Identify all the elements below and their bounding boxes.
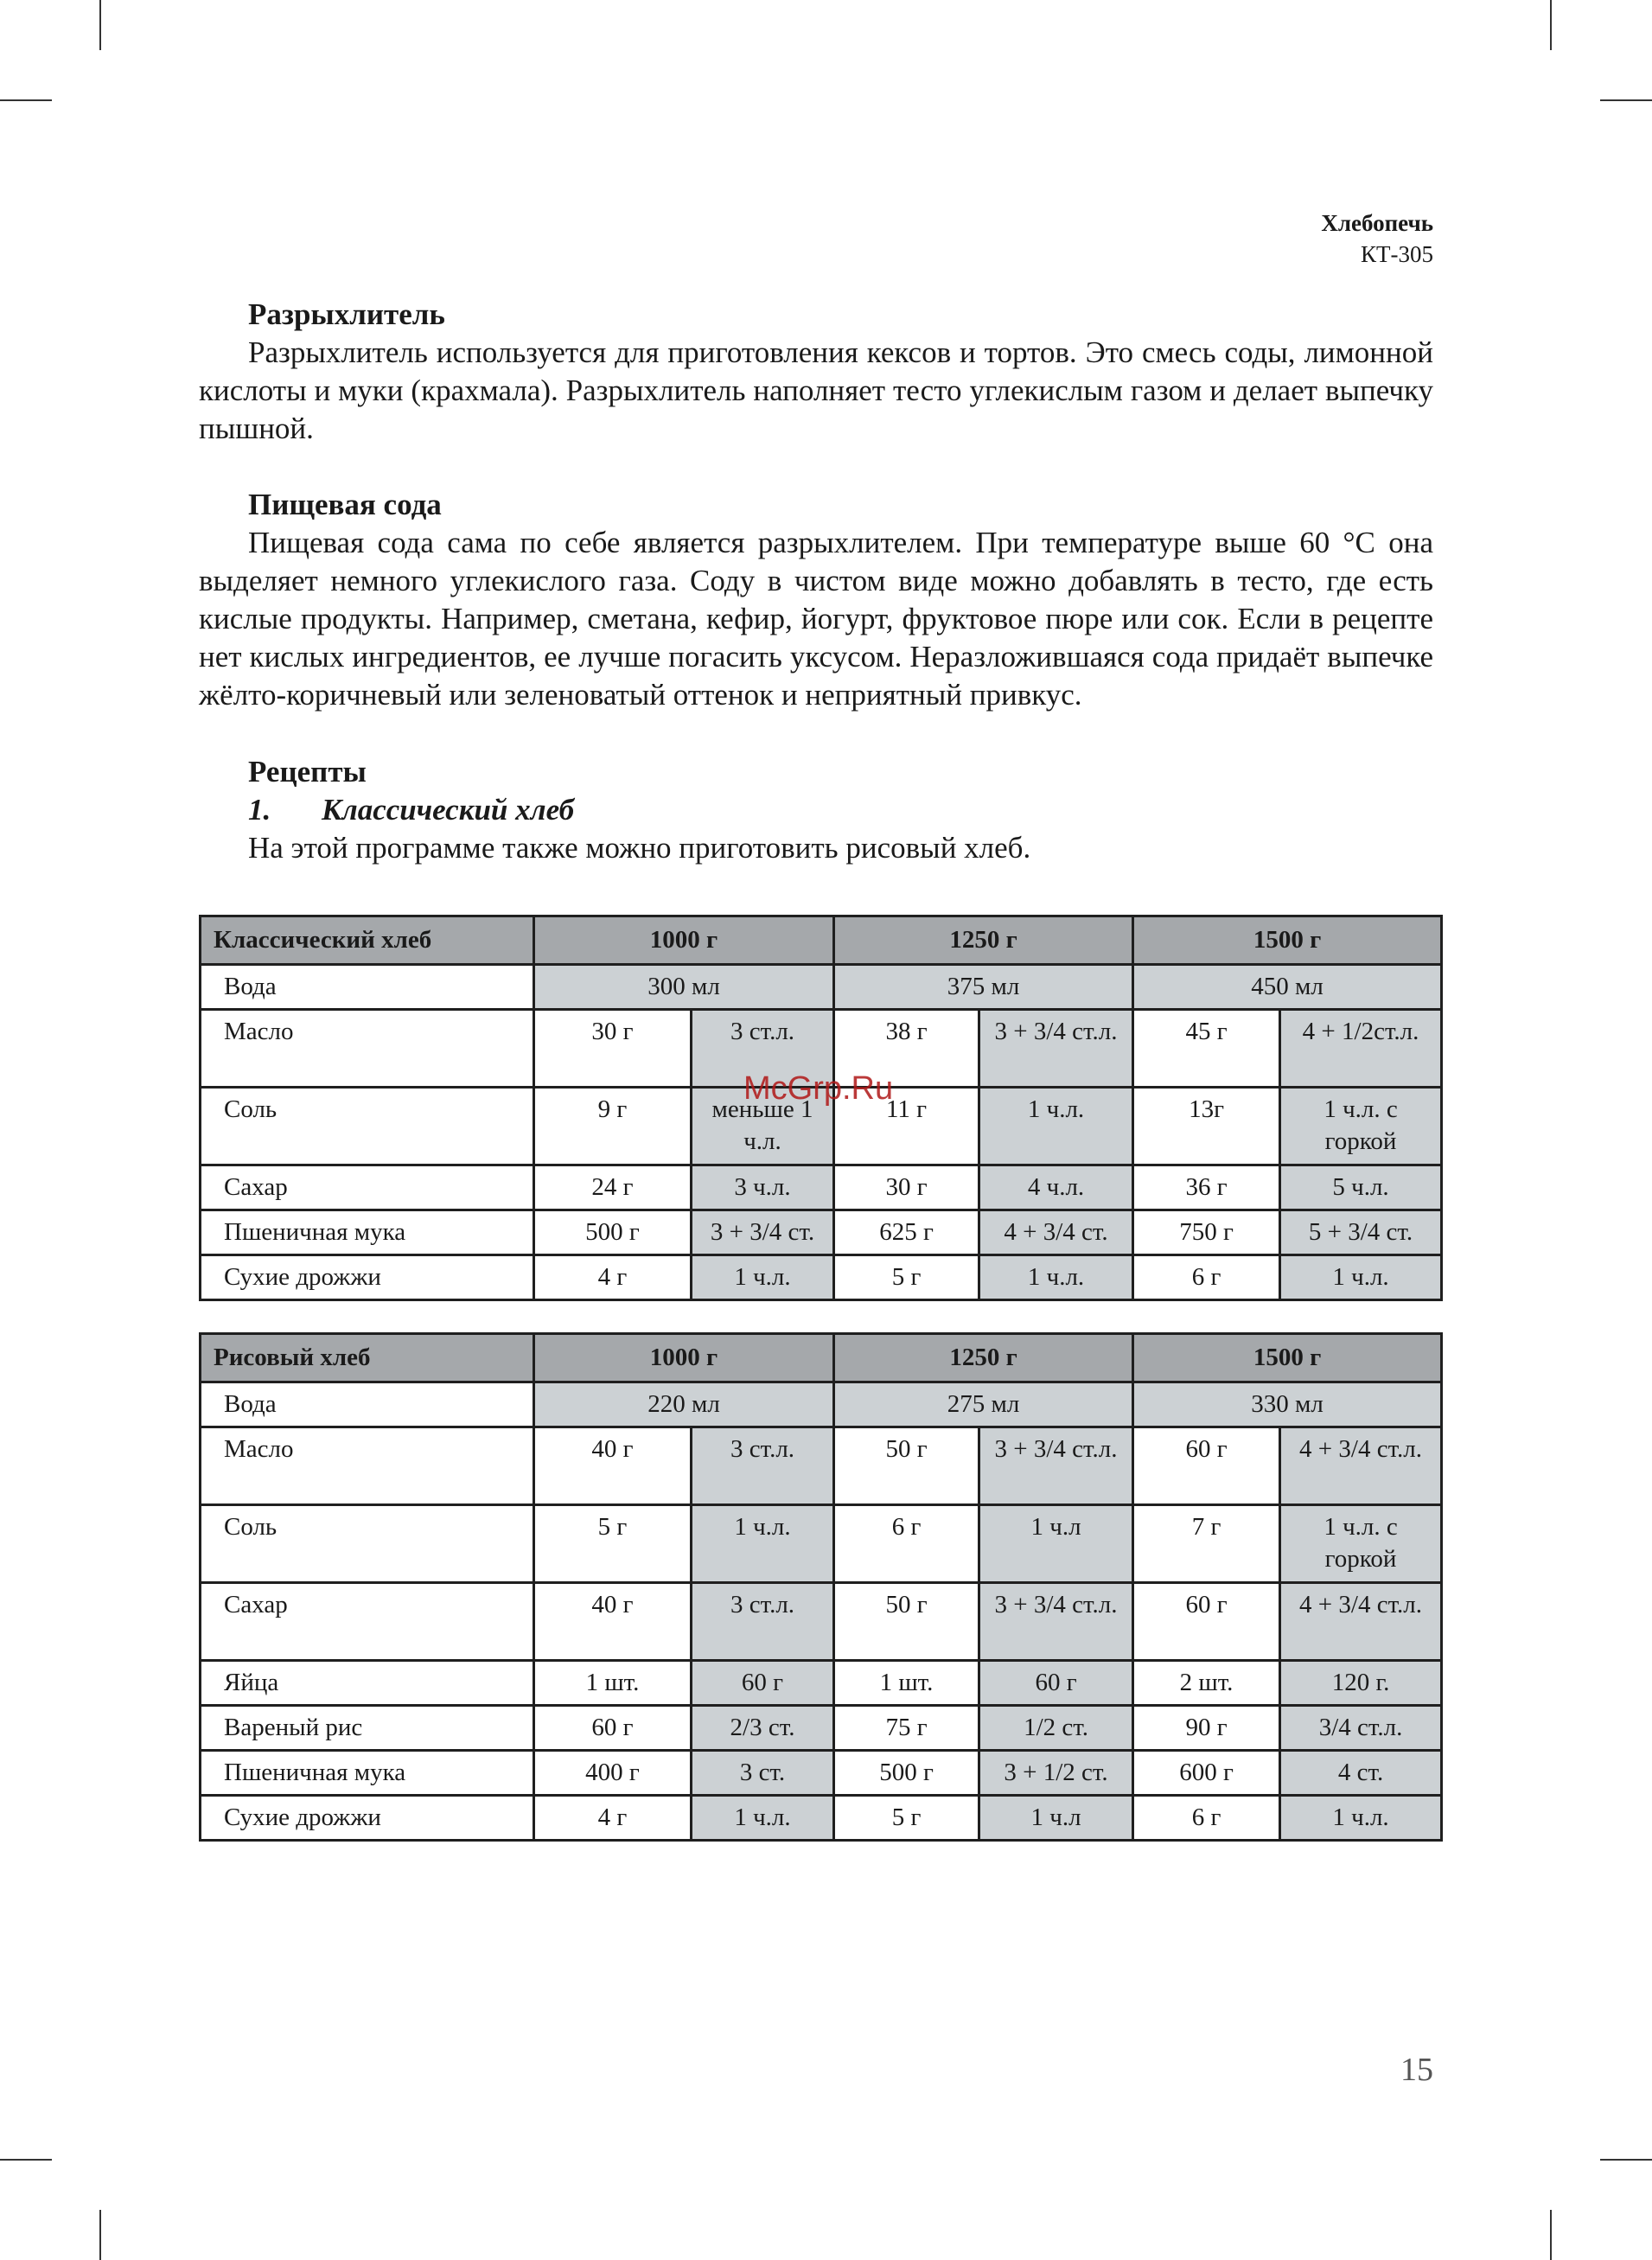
crop-mark (0, 2159, 52, 2161)
table-cell: 60 г (1133, 1583, 1280, 1661)
table-cell: 4 + 3/4 ст.л. (1280, 1427, 1442, 1505)
recipes-title: Рецепты (248, 755, 367, 788)
recipe-name: Классический хлеб (322, 793, 575, 827)
table-cell: 600 г (1133, 1751, 1280, 1796)
table-cell: 6 г (1133, 1255, 1280, 1300)
table-cell: 6 г (834, 1505, 979, 1583)
recipe-number: 1. (248, 793, 271, 827)
table-header-cell: Рисовый хлеб (201, 1334, 534, 1382)
table-cell: 1 ч.л. с горкой (1280, 1088, 1442, 1165)
table-cell: 625 г (834, 1210, 979, 1255)
table-cell: 1/2 ст. (979, 1706, 1133, 1751)
crop-mark (0, 99, 52, 101)
ingredient-name: Сухие дрожжи (201, 1255, 534, 1300)
header-title: Хлебопечь (1321, 210, 1433, 236)
table-cell: 4 + 1/2ст.л. (1280, 1010, 1442, 1088)
table-cell: 3 ст.л. (692, 1583, 834, 1661)
table-cell: 3 + 3/4 ст.л. (979, 1010, 1133, 1088)
table-row (201, 1382, 1442, 1427)
ingredient-name: Вода (201, 1382, 534, 1427)
classic-bread-table (199, 915, 1443, 1301)
table-cell: 60 г (692, 1661, 834, 1706)
crop-mark (1550, 2210, 1552, 2260)
table-cell: 1 ч.л. (1280, 1255, 1442, 1300)
table-cell: 60 г (979, 1661, 1133, 1706)
table-cell: 1 ч.л. (692, 1255, 834, 1300)
table-header-cell: 1250 г (834, 916, 1133, 965)
table-cell: 4 ст. (1280, 1751, 1442, 1796)
table-cell: 75 г (834, 1706, 979, 1751)
table-cell: 45 г (1133, 1010, 1280, 1088)
table-cell: 30 г (534, 1010, 692, 1088)
table-cell: 4 ч.л. (979, 1165, 1133, 1210)
table-cell: 5 г (834, 1796, 979, 1841)
table-header-cell: Классический хлеб (201, 916, 534, 965)
table-cell: 5 г (834, 1255, 979, 1300)
table-cell: 3 ст.л. (692, 1010, 834, 1088)
table-cell: 1 шт. (534, 1661, 692, 1706)
ingredient-name: Яйца (201, 1661, 534, 1706)
table-cell: 5 + 3/4 ст. (1280, 1210, 1442, 1255)
ingredient-name: Сахар (201, 1583, 534, 1661)
table-cell: 3 + 3/4 ст.л. (979, 1583, 1133, 1661)
table-cell: 4 + 3/4 ст.л. (1280, 1583, 1442, 1661)
table-cell: 7 г (1133, 1505, 1280, 1583)
table-row (201, 1583, 1442, 1661)
section-title: Пищевая сода (248, 488, 442, 521)
watermark: McGrp.Ru (743, 1070, 894, 1107)
crop-mark (99, 0, 101, 50)
ingredient-name: Соль (201, 1505, 534, 1583)
table-cell: 2/3 ст. (692, 1706, 834, 1751)
table-row (201, 1010, 1442, 1088)
table-cell: 90 г (1133, 1706, 1280, 1751)
table-cell: 13г (1133, 1088, 1280, 1165)
table-cell: 3 + 1/2 ст. (979, 1751, 1133, 1796)
crop-mark (1600, 99, 1652, 101)
table-cell: 1 ч.л. (979, 1255, 1133, 1300)
table-cell: 1 шт. (834, 1661, 979, 1706)
table-row (201, 1505, 1442, 1583)
table-header-row (201, 916, 1442, 965)
table-cell: 4 г (534, 1796, 692, 1841)
table-cell: 3 + 3/4 ст. (692, 1210, 834, 1255)
section-text: Разрыхлитель используется для приготовления кексов и тортов. Это смесь соды, лимонной кислоты и муки (крахмала). Разрыхлитель наполняет тесто углекислым газом и делает выпечку пышной. (199, 335, 1433, 445)
table-cell: 3 ч.л. (692, 1165, 834, 1210)
ingredient-name: Вода (201, 965, 534, 1010)
recipe-heading (199, 791, 1433, 829)
ingredient-name: Масло (201, 1427, 534, 1505)
table-row (201, 1796, 1442, 1841)
table-cell: 330 мл (1133, 1382, 1442, 1427)
ingredient-name: Пшеничная мука (201, 1751, 534, 1796)
table-cell: 1 ч.л. (692, 1505, 834, 1583)
table-cell: 400 г (534, 1751, 692, 1796)
table-row (201, 1255, 1442, 1300)
running-header (1321, 207, 1433, 270)
ingredient-name: Сахар (201, 1165, 534, 1210)
table-cell: 38 г (834, 1010, 979, 1088)
header-model: КТ-305 (1361, 241, 1433, 267)
crop-mark (1550, 0, 1552, 50)
section-text: Пищевая сода сама по себе является разрыхлителем. При температуре выше 60 °С она выделяет немного углекислого газа. Соду в чистом виде можно добавлять в тесто, где есть кислые продукты. Например, сметана, кефир, йогурт, фруктовое пюре или сок. Если в рецепте нет кислых ингредиентов, ее лучше погасить уксусом. Неразложившаяся сода придаёт выпечке жёлто-коричневый или зеленоватый оттенок и неприятный привкус. (199, 526, 1433, 712)
table-cell: 40 г (534, 1427, 692, 1505)
table-row (201, 1706, 1442, 1751)
ingredient-name: Пшеничная мука (201, 1210, 534, 1255)
ingredient-name: Масло (201, 1010, 534, 1088)
table-cell: 24 г (534, 1165, 692, 1210)
table-cell: 11 г (834, 1088, 979, 1165)
table-row (201, 1088, 1442, 1165)
table-row (201, 1751, 1442, 1796)
crop-mark (1600, 2159, 1652, 2161)
table-row (201, 1661, 1442, 1706)
table-cell: 3 ст.л. (692, 1427, 834, 1505)
table-cell: 275 мл (834, 1382, 1133, 1427)
ingredient-name: Вареный рис (201, 1706, 534, 1751)
table-cell: 2 шт. (1133, 1661, 1280, 1706)
table-cell: 50 г (834, 1427, 979, 1505)
table-header-cell: 1250 г (834, 1334, 1133, 1382)
table-cell: 5 ч.л. (1280, 1165, 1442, 1210)
table-cell: 1 ч.л. (1280, 1796, 1442, 1841)
table-cell: 1 ч.л (979, 1505, 1133, 1583)
recipe-intro: На этой программе также можно приготовить рисовый хлеб. (248, 831, 1031, 865)
main-content (199, 296, 1433, 867)
ingredient-name: Соль (201, 1088, 534, 1165)
table-cell: 9 г (534, 1088, 692, 1165)
table-cell: меньше 1 ч.л. (692, 1088, 834, 1165)
table-cell: 1 ч.л. с горкой (1280, 1505, 1442, 1583)
table-cell: 50 г (834, 1583, 979, 1661)
page-number: 15 (1400, 2052, 1433, 2088)
table-cell: 5 г (534, 1505, 692, 1583)
table-cell: 6 г (1133, 1796, 1280, 1841)
table-cell: 30 г (834, 1165, 979, 1210)
table-cell: 750 г (1133, 1210, 1280, 1255)
table-row (201, 1427, 1442, 1505)
table-cell: 300 мл (534, 965, 834, 1010)
table-cell: 3/4 ст.л. (1280, 1706, 1442, 1751)
table-cell: 40 г (534, 1583, 692, 1661)
table-row (201, 1165, 1442, 1210)
table-cell: 220 мл (534, 1382, 834, 1427)
table-header-row (201, 1334, 1442, 1382)
table-cell: 1 ч.л. (979, 1088, 1133, 1165)
table-row (201, 965, 1442, 1010)
table-cell: 1 ч.л (979, 1796, 1133, 1841)
table-cell: 4 г (534, 1255, 692, 1300)
ingredient-name: Сухие дрожжи (201, 1796, 534, 1841)
table-row (201, 1210, 1442, 1255)
table-cell: 450 мл (1133, 965, 1442, 1010)
table-cell: 3 + 3/4 ст.л. (979, 1427, 1133, 1505)
table-cell: 4 + 3/4 ст. (979, 1210, 1133, 1255)
table-cell: 36 г (1133, 1165, 1280, 1210)
table-header-cell: 1500 г (1133, 916, 1442, 965)
table-cell: 3 ст. (692, 1751, 834, 1796)
table-header-cell: 1000 г (534, 1334, 834, 1382)
section-title: Разрыхлитель (248, 297, 445, 331)
table-header-cell: 1000 г (534, 916, 834, 965)
table-cell: 120 г. (1280, 1661, 1442, 1706)
table-cell: 375 мл (834, 965, 1133, 1010)
table-cell: 1 ч.л. (692, 1796, 834, 1841)
table-cell: 500 г (534, 1210, 692, 1255)
table-cell: 60 г (534, 1706, 692, 1751)
table-cell: 500 г (834, 1751, 979, 1796)
table-header-cell: 1500 г (1133, 1334, 1442, 1382)
rice-bread-table (199, 1332, 1443, 1842)
crop-mark (99, 2210, 101, 2260)
table-cell: 60 г (1133, 1427, 1280, 1505)
